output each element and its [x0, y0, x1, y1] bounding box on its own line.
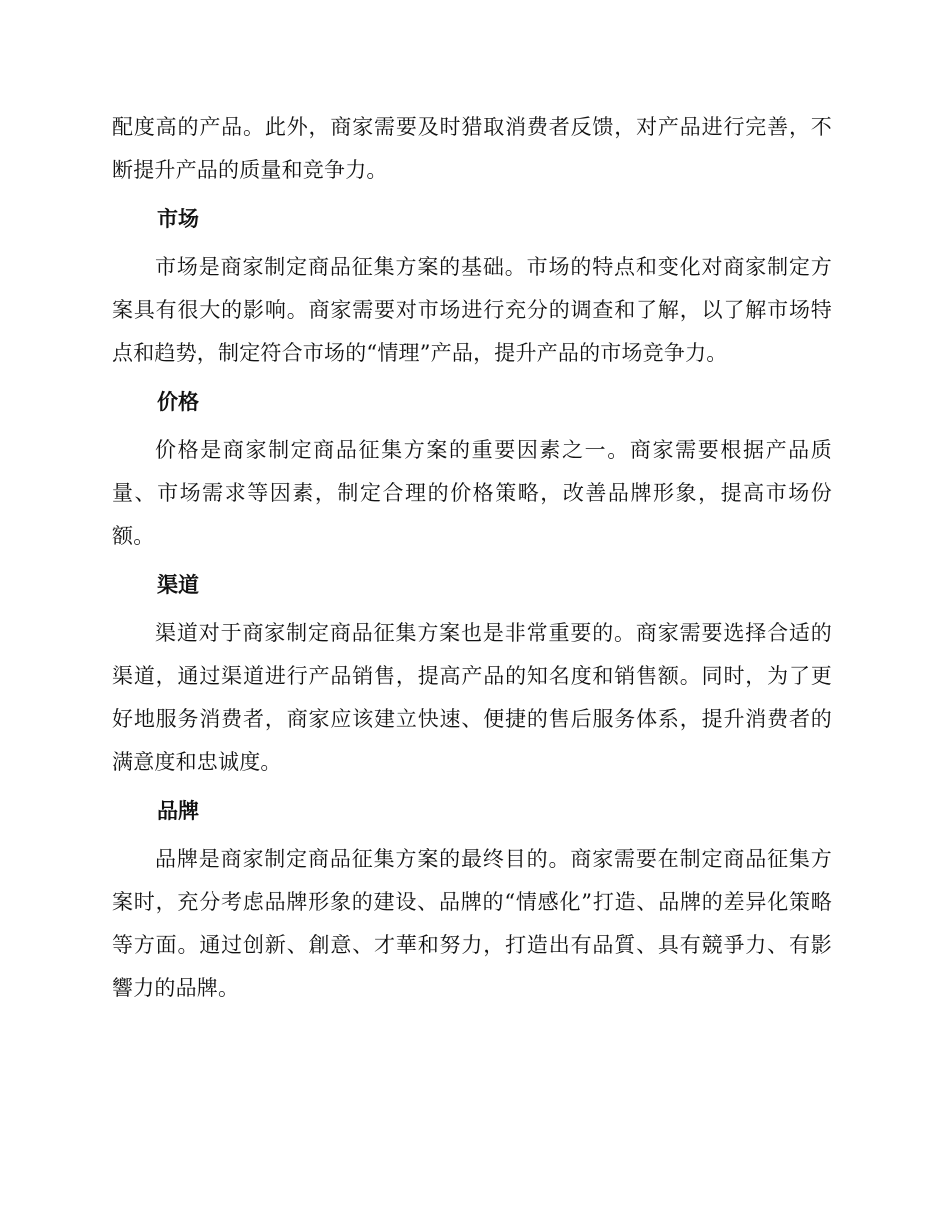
paragraph-market: 市场是商家制定商品征集方案的基础。市场的特点和变化对商家制定方案具有很大的影响。商家需要对市场进行充分的调查和了解，以了解市场特点和趋势，制定符合市场的“情理”产品，提升产品的市场竞争力。	[112, 255, 832, 365]
section-heading-channel: 渠道	[157, 573, 199, 597]
paragraph-price: 价格是商家制定商品征集方案的重要因素之一。商家需要根据产品质量、市场需求等因素，制定合理的价格策略，改善品牌形象，提高市场份额。	[112, 438, 832, 548]
section-heading-market: 市场	[157, 207, 199, 231]
section-heading-brand: 品牌	[157, 799, 199, 823]
document-body	[112, 106, 832, 1010]
paragraph-brand: 品牌是商家制定商品征集方案的最终目的。商家需要在制定商品征集方案时，充分考虑品牌形象的建设、品牌的“情感化”打造、品牌的差异化策略等方面。通过创新、創意、才華和努力，打造出有品質、具有競爭力、有影響力的品牌。	[112, 847, 832, 1000]
paragraph-channel: 渠道对于商家制定商品征集方案也是非常重要的。商家需要选择合适的渠道，通过渠道进行产品销售，提高产品的知名度和销售额。同时，为了更好地服务消费者，商家应该建立快速、便捷的售后服务体系，提升消费者的满意度和忠诚度。	[112, 621, 832, 774]
paragraph-continuation: 配度高的产品。此外，商家需要及时猎取消费者反馈，对产品进行完善，不断提升产品的质量和竞争力。	[112, 115, 832, 182]
section-heading-price: 价格	[157, 390, 199, 414]
